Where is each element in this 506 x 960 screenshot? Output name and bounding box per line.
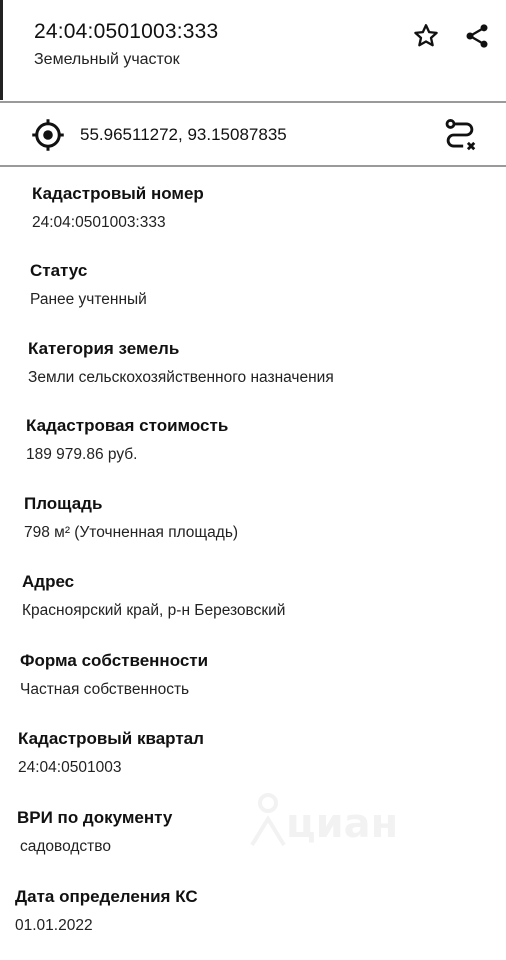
property-value: Частная собственность <box>20 681 190 698</box>
route-icon <box>441 116 479 154</box>
property-label: Дата определения КС <box>15 887 198 906</box>
header <box>0 0 506 100</box>
property-label: Площадь <box>24 494 103 513</box>
property-value: 01.01.2022 <box>15 917 93 934</box>
property-ownership-form <box>20 651 208 699</box>
watermark-logo-icon <box>248 789 288 849</box>
property-area <box>24 494 238 542</box>
watermark-text: циан <box>286 801 399 847</box>
property-status <box>30 261 147 309</box>
property-land-category <box>28 339 334 387</box>
coordinates-bar <box>0 103 506 165</box>
property-cadastral-value <box>26 416 228 464</box>
property-value: 798 м² (Уточненная площадь) <box>24 524 239 541</box>
property-cadastral-quarter <box>18 729 204 777</box>
property-label: ВРИ по документу <box>17 808 173 827</box>
coordinates-divider <box>0 165 506 167</box>
route-button[interactable] <box>440 115 480 155</box>
property-value: Земли сельскохозяйственного назначения <box>28 369 334 386</box>
coordinates-text[interactable]: 55.96511272, 93.15087835 <box>80 125 287 144</box>
property-value: садоводство <box>20 838 111 855</box>
share-icon <box>463 22 491 50</box>
property-label: Статус <box>30 261 88 280</box>
share-button[interactable] <box>461 20 493 52</box>
property-value: 24:04:0501003:333 <box>32 214 166 231</box>
property-permitted-use <box>17 808 172 856</box>
property-value: 24:04:0501003 <box>18 759 122 776</box>
property-label: Кадастровый номер <box>32 184 204 203</box>
watermark <box>248 785 448 855</box>
cadastral-title: 24:04:0501003:333 <box>34 20 219 43</box>
property-address <box>22 572 285 620</box>
property-valuation-date <box>15 887 198 935</box>
property-value: Красноярский край, р-н Березовский <box>22 602 286 619</box>
property-label: Кадастровый квартал <box>18 729 204 748</box>
star-outline-icon <box>412 22 440 50</box>
property-cadastral-number <box>32 184 204 232</box>
property-label: Категория земель <box>28 339 180 358</box>
property-label: Адрес <box>22 572 75 591</box>
property-label: Кадастровая стоимость <box>26 416 229 435</box>
property-value: 189 979.86 руб. <box>26 446 138 463</box>
crosshair-icon <box>30 117 66 153</box>
locate-button[interactable] <box>30 117 66 153</box>
property-label: Форма собственности <box>20 651 209 670</box>
property-value: Ранее учтенный <box>30 291 147 308</box>
favorite-button[interactable] <box>410 20 442 52</box>
object-type-subtitle: Земельный участок <box>34 51 180 68</box>
